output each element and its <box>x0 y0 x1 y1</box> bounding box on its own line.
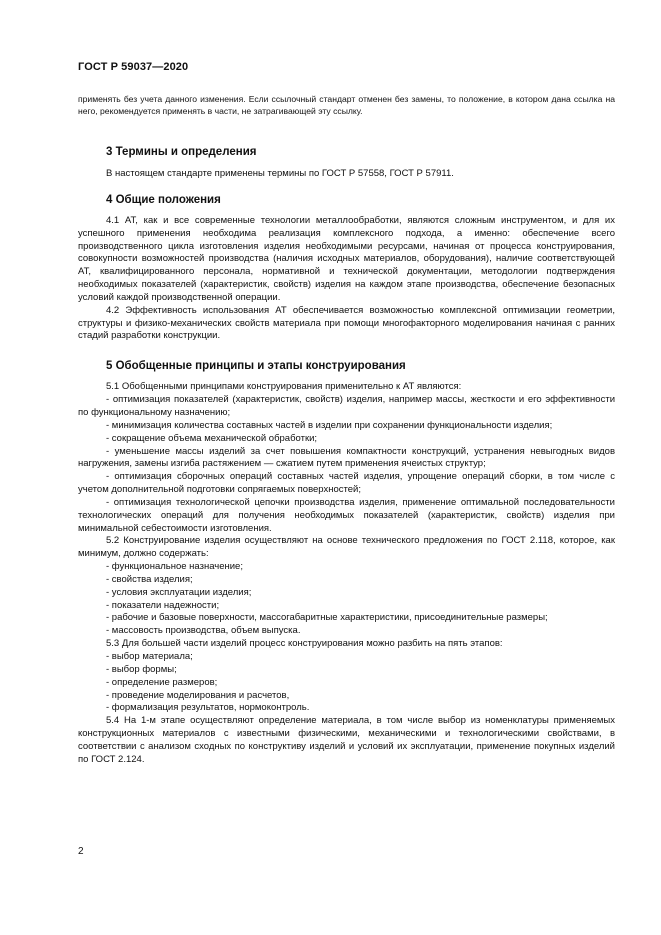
list-item: - показатели надежности; <box>106 599 220 611</box>
document-body <box>78 93 615 767</box>
list-item: - формализация результатов, нормоконтроль. <box>106 702 310 714</box>
paragraph-5-2: 5.2 Конструирование изделия осуществляют на основе технического предложения по ГОСТ 2.118, которое, как минимум, должно содержать: <box>78 535 615 560</box>
paragraph-5-1: 5.1 Обобщенными принципами конструирования применительно к АТ являются: <box>106 381 462 393</box>
list-item: - рабочие и базовые поверхности, массогабаритные характеристики, присоединительные размеры; <box>106 612 548 624</box>
list-item: - выбор материала; <box>106 651 193 662</box>
document-id-header: ГОСТ Р 59037—2020 <box>78 61 189 73</box>
intro-paragraph: применять без учета данного изменения. Если ссылочный стандарт отменен без замены, то положение, в котором дана ссылка на него, рекомендуется применять в части, не затрагивающей эту ссылку. <box>78 94 615 116</box>
list-item: - оптимизация показателей (характеристик, свойств) изделия, например массы, жесткости и его эффективности по функциональному назначению; <box>78 394 615 418</box>
paragraph-5-3: 5.3 Для большей части изделий процесс конструирования можно разбить на пять этапов: <box>106 638 503 650</box>
section-3-heading: 3 Термины и определения <box>106 146 257 158</box>
principles-list <box>78 394 615 535</box>
list-item: - сокращение объема механической обработки; <box>106 432 318 444</box>
proposal-contents-list <box>78 561 615 638</box>
paragraph-4-1: 4.1 АТ, как и все современные технологии металлообработки, являются сложным инструментом, и для их успешного применения необходима реализация комплексного подхода, а именно: обеспечение всего производственного цикла изготовления изделия необходимыми ресурсами, начиная от процесса конструирования, совокупности возможностей производства (наличия исходных материалов, оборудования), наличие соответствующей АТ, квалифицированного персонала, нормативной и технической документации, методологии подтверждения необходимых показателей (характеристик, свойств) изделия на каждом этапе производства, обеспечение безопасных условий каждой производственной операции. <box>78 214 615 303</box>
list-item: - уменьшение массы изделий за счет повышения компактности конструкций, устранения невыгодных видов нагружения, замены изгиба растяжением — сжатием путем применения ячеистых структур; <box>78 445 615 470</box>
list-item: - выбор формы; <box>106 663 177 675</box>
paragraph-5-4: 5.4 На 1-м этапе осуществляют определение материала, в том числе выбор из номенклатуры применяемых конструкционных материалов с известными физическими, механическими и технологическими свойствами, в соответствии с анализом сходных по конструктиву изделий и условий их эксплуатации, применение покупных изделий по ГОСТ 2.124. <box>78 715 615 765</box>
list-item: - условия эксплуатации изделия; <box>106 586 252 598</box>
paragraph-4-2: 4.2 Эффективность использования АТ обеспечивается возможностью комплексной оптимизации геометрии, структуры и физико-механических свойств материала при помощи многофакторного моделирования начиная с ранних стадий разработки конструкции. <box>78 304 615 342</box>
section-3-text: В настоящем стандарте применены термины по ГОСТ Р 57558, ГОСТ Р 57911. <box>106 168 454 179</box>
page-number: 2 <box>78 846 84 857</box>
list-item: - проведение моделирования и расчетов, <box>106 689 290 701</box>
list-item: - минимизация количества составных частей в изделии при сохранении функциональности изделия; <box>106 419 553 431</box>
list-item: - определение размеров; <box>106 676 218 688</box>
section-4-heading: 4 Общие положения <box>106 193 221 206</box>
list-item: - оптимизация технологической цепочки производства изделия, применение оптимальной последовательности технологических операций для получения необходимых показателей (характеристик, свойств) изделия при минимальной себестоимости изготовления. <box>78 496 615 534</box>
list-item: - функциональное назначение; <box>106 561 243 573</box>
list-item: - оптимизация сборочных операций составных частей изделия, упрощение операций сборки, в том числе с учетом дополнительной подготовки сопрягаемых поверхностей; <box>78 471 615 496</box>
list-item: - свойства изделия; <box>106 573 193 585</box>
design-stages-list <box>78 651 615 715</box>
section-5-heading: 5 Обобщенные принципы и этапы конструирования <box>106 360 406 373</box>
list-item: - массовость производства, объем выпуска. <box>106 625 301 637</box>
